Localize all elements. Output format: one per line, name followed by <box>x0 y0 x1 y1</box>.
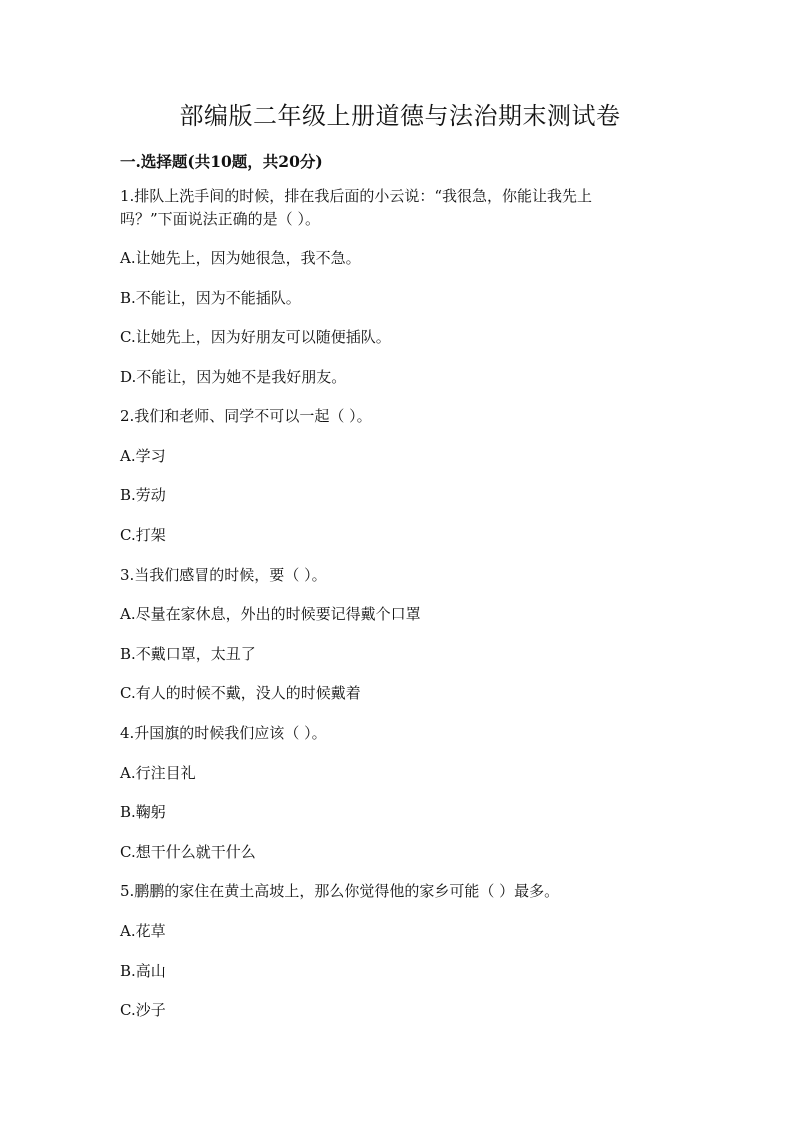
question-2-option-a: A.学习 <box>120 447 166 465</box>
question-1-stem-line-2: 吗？”下面说法正确的是（ ）。 <box>120 210 320 228</box>
question-5-stem: 5.鹏鹏的家住在黄土高坡上，那么你觉得他的家乡可能（ ）最多。 <box>120 882 560 900</box>
question-1-option-b: B.不能让，因为不能插队。 <box>120 289 301 307</box>
question-4-option-a: A.行注目礼 <box>120 764 196 782</box>
question-3-option-a: A.尽量在家休息，外出的时候要记得戴个口罩 <box>120 605 421 623</box>
question-4-option-b: B.鞠躬 <box>120 803 166 821</box>
question-2-option-c: C.打架 <box>120 526 166 544</box>
question-3-option-c: C.有人的时候不戴，没人的时候戴着 <box>120 684 361 702</box>
question-4-option-c: C.想干什么就干什么 <box>120 843 256 861</box>
question-4-stem: 4.升国旗的时候我们应该（ ）。 <box>120 724 327 742</box>
question-1-option-c: C.让她先上，因为好朋友可以随便插队。 <box>120 328 391 346</box>
question-1-stem-line-1: 1.排队上洗手间的时候，排在我后面的小云说：“我很急，你能让我先上 <box>120 187 592 205</box>
exam-title: 部编版二年级上册道德与法治期末测试卷 <box>179 102 621 130</box>
question-5-option-a: A.花草 <box>120 922 166 940</box>
question-1-option-d: D.不能让，因为她不是我好朋友。 <box>120 368 347 386</box>
question-3-option-b: B.不戴口罩，太丑了 <box>120 645 256 663</box>
question-2-option-b: B.劳动 <box>120 486 166 504</box>
question-1-option-a: A.让她先上，因为她很急，我不急。 <box>120 249 361 267</box>
question-3-stem: 3.当我们感冒的时候，要（ ）。 <box>120 566 327 584</box>
question-5-option-b: B.高山 <box>120 962 166 980</box>
section-heading: 一.选择题(共10题，共20分) <box>120 152 323 171</box>
question-2-stem: 2.我们和老师、同学不可以一起（ ）。 <box>120 407 372 425</box>
question-5-option-c: C.沙子 <box>120 1001 166 1019</box>
